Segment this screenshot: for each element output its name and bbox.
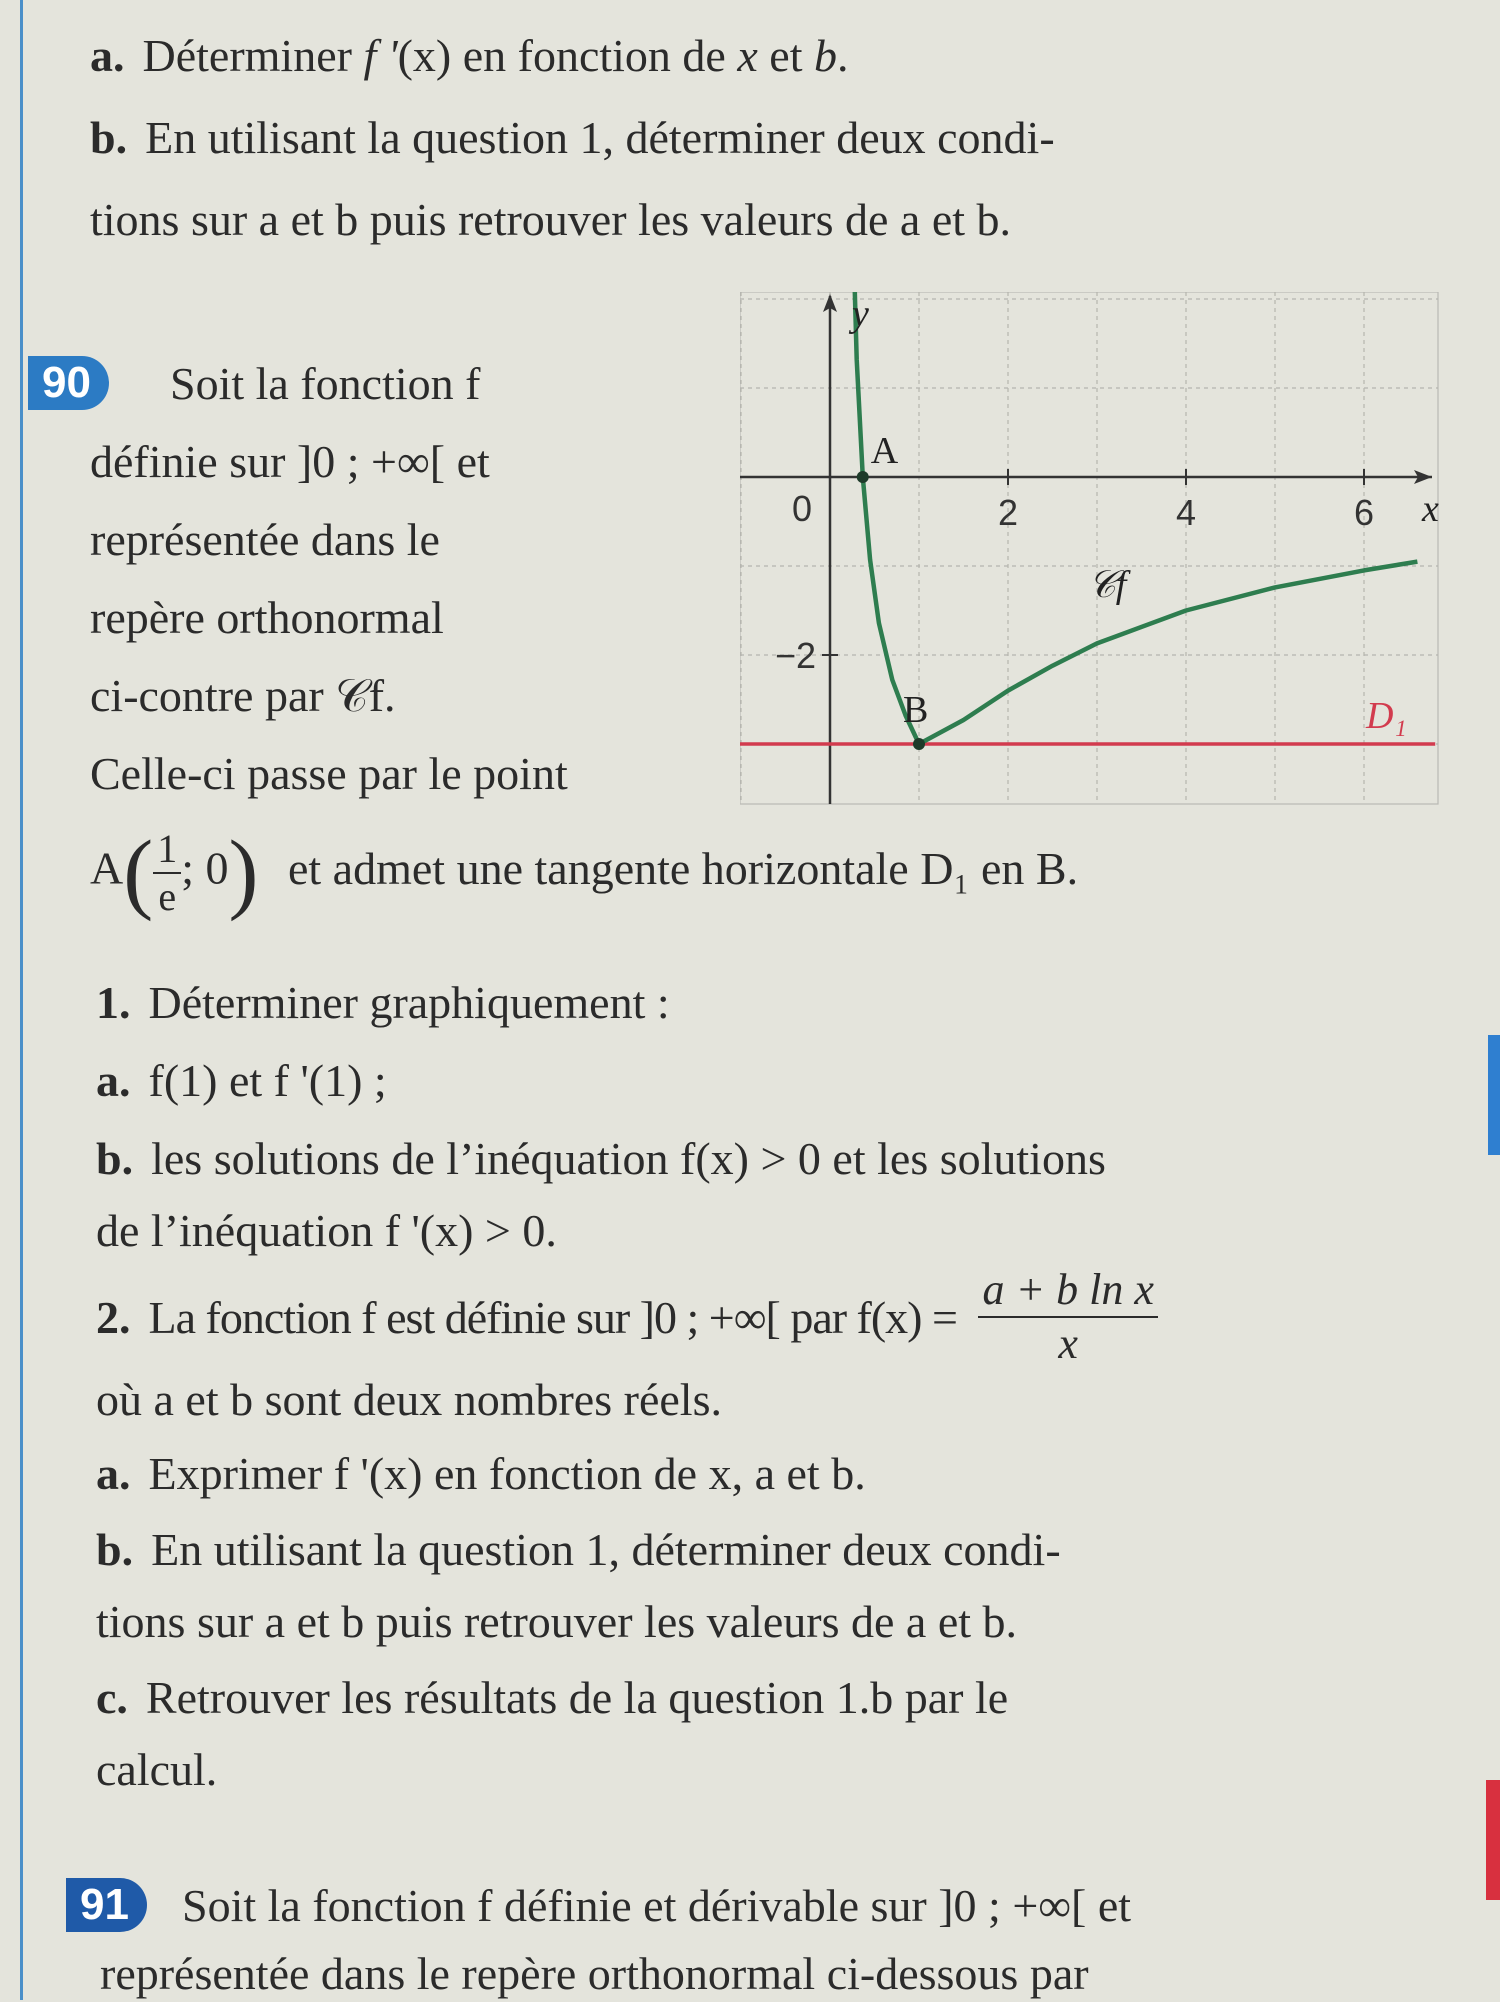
graph-axes xyxy=(740,294,1432,804)
point-b xyxy=(913,738,925,750)
question-2a: a. Exprimer f '(x) en fonction de x, a et b. xyxy=(96,1448,866,1499)
graph-series xyxy=(740,292,1435,750)
page-edge-tab xyxy=(1488,1035,1500,1155)
point-a xyxy=(857,471,869,483)
ex90-intro-line: ci-contre par 𝒞f. xyxy=(90,670,396,721)
y-axis-label: y xyxy=(852,293,869,335)
x-tick-label: 6 xyxy=(1353,492,1375,533)
x-tick-label: 2 xyxy=(997,492,1019,533)
question-2c-line2: calcul. xyxy=(96,1744,218,1795)
page-margin-line xyxy=(20,0,23,2000)
graph-frame xyxy=(740,292,1438,804)
line-label: D₁ xyxy=(1366,695,1407,737)
x-axis-label: x xyxy=(1422,488,1439,530)
question-b-previous: b. En utilisant la question 1, déterminer deux condi- xyxy=(90,112,1055,163)
question-2-line2: où a et b sont deux nombres réels. xyxy=(96,1374,722,1425)
question-2b-line2: tions sur a et b puis retrouver les valeurs de a et b. xyxy=(96,1596,1018,1647)
function-graph xyxy=(740,292,1450,822)
question-1b: b. les solutions de l’inéquation f(x) > 0 et les solutions xyxy=(96,1133,1106,1184)
graph-labels xyxy=(848,293,1439,737)
curve-cf xyxy=(848,292,1418,744)
question-b-previous-line2: tions sur a et b puis retrouver les valeurs de a et b. xyxy=(90,194,1012,245)
ex91-intro-line: représentée dans le repère orthonormal ci-dessous par xyxy=(100,1948,1089,1999)
point-a-label: A xyxy=(870,430,899,472)
ex90-intro-line: repère orthonormal xyxy=(90,592,444,643)
page-edge-tab xyxy=(1486,1780,1500,1900)
y-tick-label: −2 xyxy=(774,635,816,676)
question-1a: a. f(1) et f '(1) ; xyxy=(96,1055,387,1106)
ex90-intro-line: Celle-ci passe par le point xyxy=(90,748,568,799)
question-2c: c. Retrouver les résultats de la question 1.b par le xyxy=(96,1672,1009,1723)
curve-label: 𝒞f xyxy=(1088,564,1127,607)
question-1: 1. Déterminer graphiquement : xyxy=(96,977,670,1028)
ex90-intro-line: Soit la fonction f xyxy=(170,358,481,409)
ex91-intro-line: Soit la fonction f définie et dérivable sur ]0 ; +∞[ et xyxy=(182,1880,1132,1931)
origin-label: 0 xyxy=(791,488,812,529)
question-2b: b. En utilisant la question 1, déterminer deux condi- xyxy=(96,1524,1061,1575)
formula-fraction: $\frac{\text{a + b ln x}}{x}$ xyxy=(978,1264,1157,1370)
ex90-intro-line: représentée dans le xyxy=(90,514,440,565)
exercise-number-badge: 91 xyxy=(66,1878,147,1932)
point-a-fraction: $\frac{1}{e}$ xyxy=(153,826,181,920)
ex90-intro-line: définie sur ]0 ; +∞[ et xyxy=(90,436,490,487)
question-1b-line2: de l’inéquation f '(x) > 0. xyxy=(96,1205,557,1256)
x-tick-label: 4 xyxy=(1175,492,1197,533)
exercise-number-badge: 90 xyxy=(28,356,109,410)
question-2: 2. La fonction f est définie sur ]0 ; +∞[ par f(x) = $\frac{\text{a + b ln x}}{x}$ xyxy=(96,1290,1158,1370)
point-b-label: B xyxy=(903,689,929,731)
graph-grid xyxy=(740,292,1438,804)
question-a-previous: a. Déterminer f '(x) en fonction de x et b. xyxy=(90,30,849,81)
point-a-definition: A( $\frac{1}{e}$ ; 0) et admet une tangente horizontale D₁ en B. xyxy=(90,823,1079,922)
